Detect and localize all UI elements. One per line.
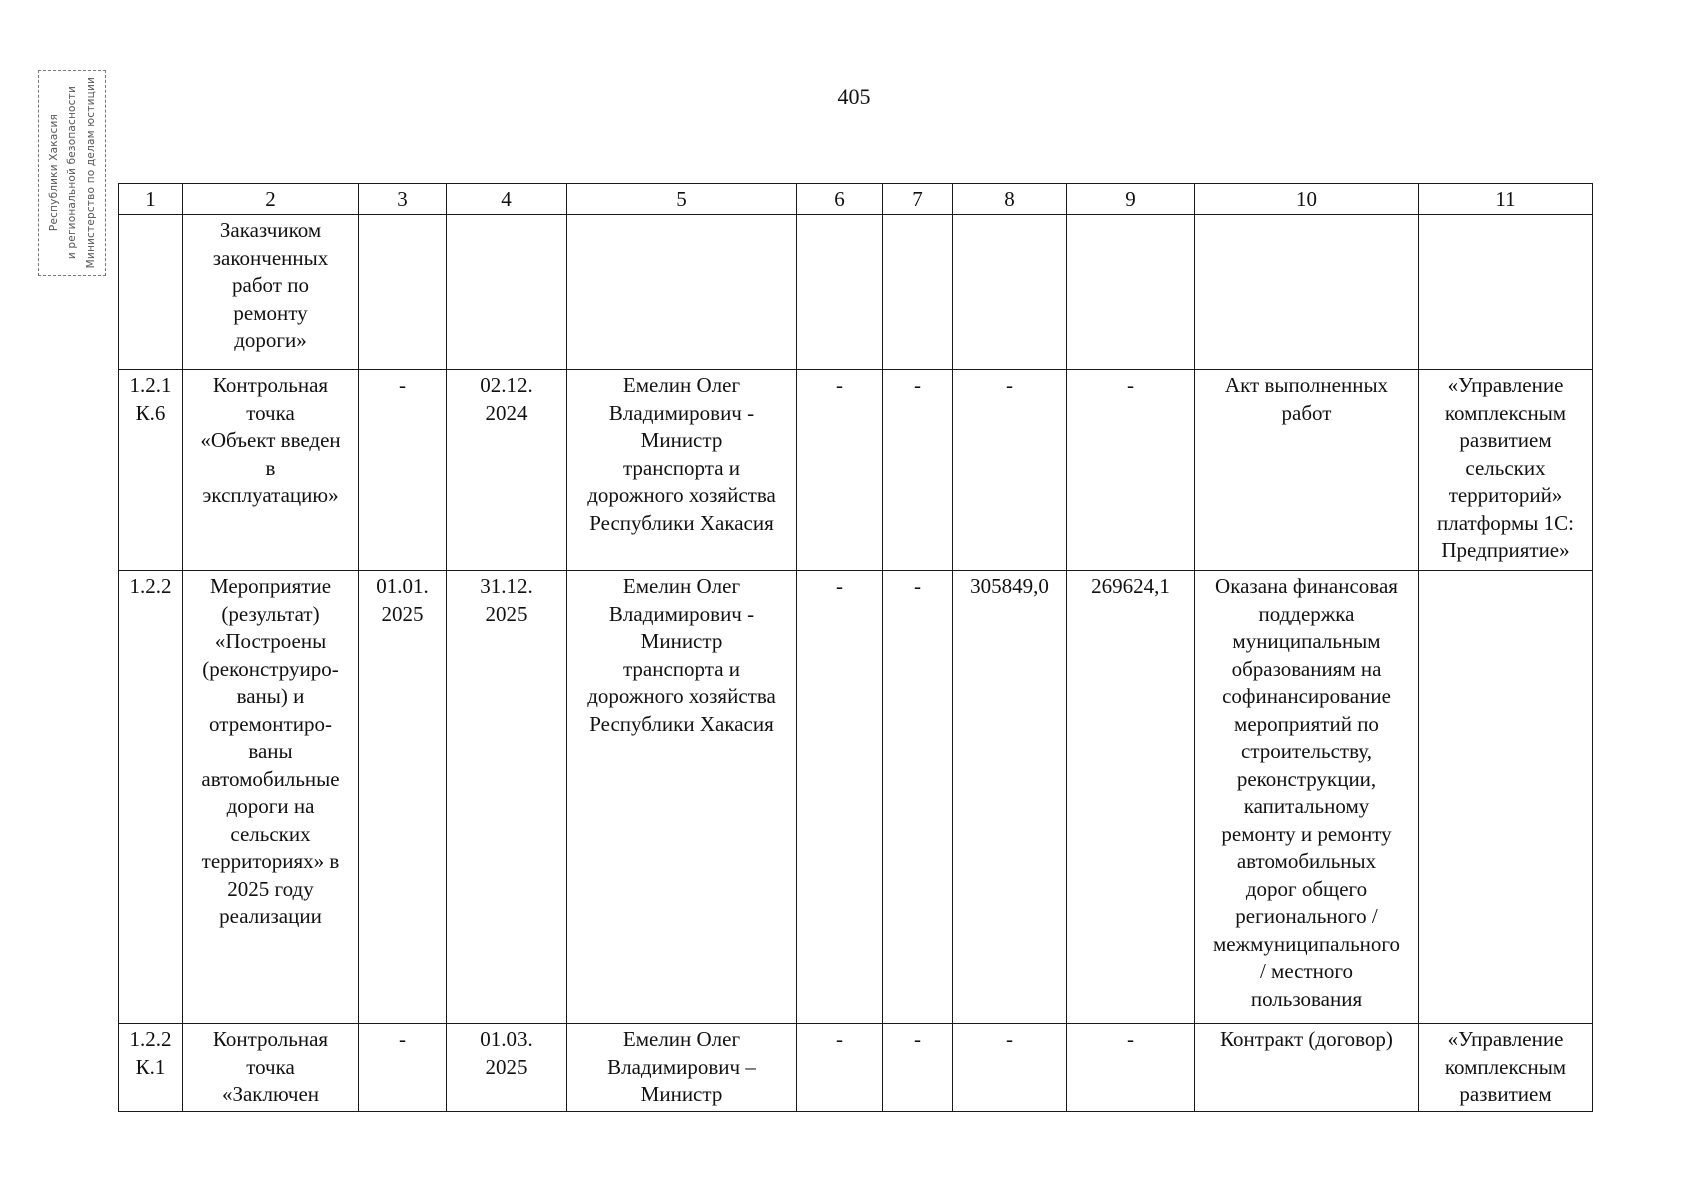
cell-col6: -: [797, 571, 883, 1024]
cell-result: Контракт (договор): [1195, 1024, 1419, 1112]
column-header: 3: [359, 184, 447, 215]
cell-col6: -: [797, 1024, 883, 1112]
cell-responsible: Емелин Олег Владимирович – Министр: [567, 1024, 797, 1112]
stamp-line-1: Министерство по делам юстиции: [84, 77, 97, 269]
column-header: 1: [119, 184, 183, 215]
column-header: 5: [567, 184, 797, 215]
column-header: 11: [1419, 184, 1593, 215]
cell-col8: -: [953, 370, 1067, 571]
table-row: [119, 370, 1593, 571]
cell-start-date: 01.01. 2025: [359, 571, 447, 1024]
cell-name: Контрольная точка «Объект введен в эксплуатацию»: [183, 370, 359, 571]
cell-end-date: [447, 215, 567, 370]
column-header: 10: [1195, 184, 1419, 215]
cell-col9: -: [1067, 370, 1195, 571]
column-header: 8: [953, 184, 1067, 215]
cell-name: Заказчиком законченных работ по ремонту дороги»: [183, 215, 359, 370]
cell-col7: -: [883, 571, 953, 1024]
cell-end-date: 01.03. 2025: [447, 1024, 567, 1112]
column-header: 6: [797, 184, 883, 215]
column-header: 4: [447, 184, 567, 215]
cell-system: «Управление комплексным развитием сельских территорий» платформы 1С: Предприятие»: [1419, 370, 1593, 571]
cell-start-date: -: [359, 1024, 447, 1112]
column-header: 7: [883, 184, 953, 215]
cell-system: [1419, 215, 1593, 370]
cell-start-date: -: [359, 370, 447, 571]
cell-number: [119, 215, 183, 370]
cell-col6: -: [797, 370, 883, 571]
cell-col7: [883, 215, 953, 370]
cell-col7: -: [883, 370, 953, 571]
cell-result: Акт выполненных работ: [1195, 370, 1419, 571]
cell-number: 1.2.2 К.1: [119, 1024, 183, 1112]
cell-end-date: 02.12. 2024: [447, 370, 567, 571]
cell-system: «Управление комплексным развитием: [1419, 1024, 1593, 1112]
column-number-row: [119, 184, 1593, 215]
registration-stamp: [38, 70, 106, 276]
cell-name: Мероприятие (результат) «Построены (реконструиро- ваны) и отремонтиро- ваны автомобильные дороги на сельских территориях» в 2025 году реализации: [183, 571, 359, 1024]
cell-name: Контрольная точка «Заключен: [183, 1024, 359, 1112]
cell-number: 1.2.1 К.6: [119, 370, 183, 571]
cell-responsible: Емелин Олег Владимирович - Министр транспорта и дорожного хозяйства Республики Хакасия: [567, 571, 797, 1024]
cell-result: [1195, 215, 1419, 370]
column-header: 2: [183, 184, 359, 215]
column-header: 9: [1067, 184, 1195, 215]
cell-col9: -: [1067, 1024, 1195, 1112]
cell-result: Оказана финансовая поддержка муниципальным образованиям на софинансирование мероприятий по строительству, реконструкции, капитальному ремонту и ремонту автомобильных дорог общего регионального / межмуниципального / местного пользования: [1195, 571, 1419, 1024]
cell-col6: [797, 215, 883, 370]
cell-start-date: [359, 215, 447, 370]
cell-responsible: Емелин Олег Владимирович - Министр транспорта и дорожного хозяйства Республики Хакасия: [567, 370, 797, 571]
cell-responsible: [567, 215, 797, 370]
page-number: 405: [837, 84, 871, 109]
table-row: [119, 1024, 1593, 1112]
stamp-line-2: и региональной безопасности: [66, 86, 78, 260]
cell-col8: -: [953, 1024, 1067, 1112]
cell-col8: [953, 215, 1067, 370]
stamp-line-3: Республики Хакасия: [47, 114, 60, 232]
table-row: [119, 571, 1593, 1024]
cell-system: [1419, 571, 1593, 1024]
cell-col9: [1067, 215, 1195, 370]
cell-col8: 305849,0: [953, 571, 1067, 1024]
cell-col9: 269624,1: [1067, 571, 1195, 1024]
cell-col7: -: [883, 1024, 953, 1112]
plan-table: [118, 183, 1593, 1112]
table-row: [119, 215, 1593, 370]
cell-end-date: 31.12. 2025: [447, 571, 567, 1024]
cell-number: 1.2.2: [119, 571, 183, 1024]
